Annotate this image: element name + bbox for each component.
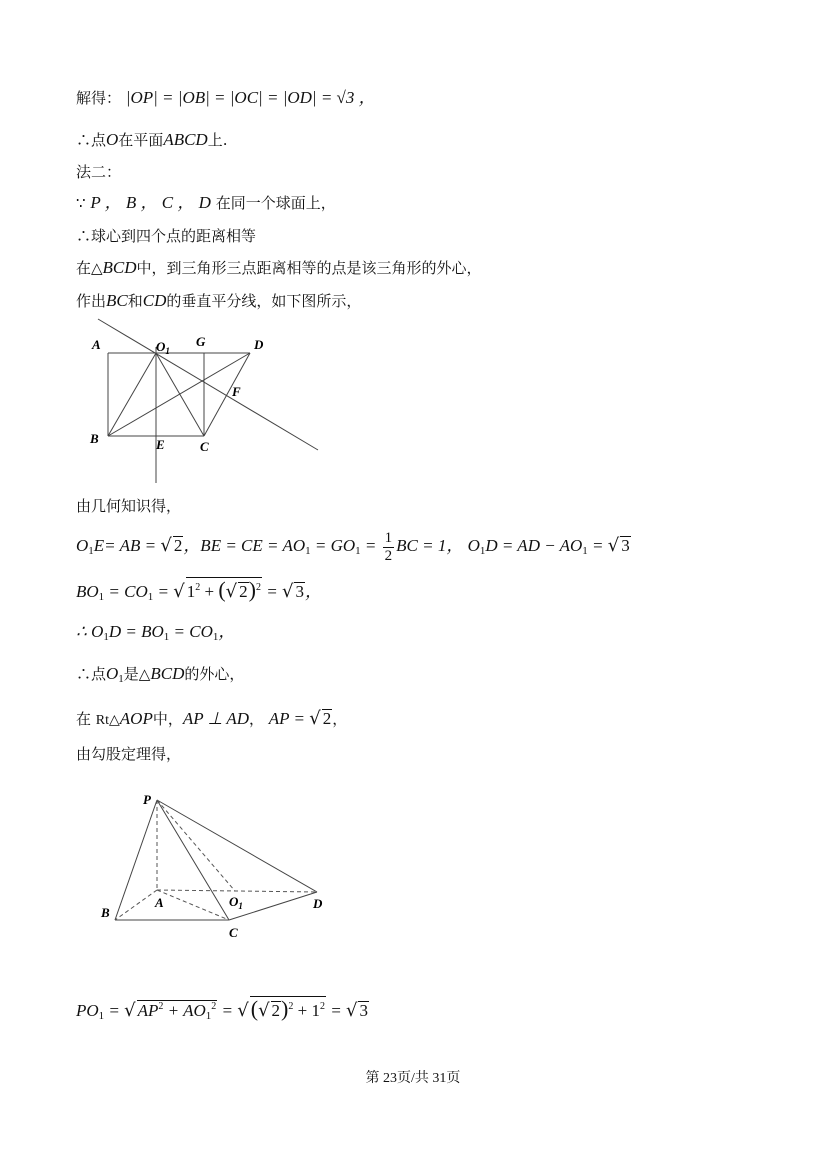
text: 是△ [123,665,151,683]
po1-line [76,996,369,1023]
label-A: A [92,337,101,352]
segment-BO1 [108,353,156,436]
text-prefix: 解得： [76,89,122,107]
text: 作出 [76,292,107,310]
math-BC: BC [106,291,128,310]
label-B: B [90,431,99,446]
label-G: G [196,334,206,349]
label-C: C [200,439,209,454]
bisector-CD [98,319,318,450]
circumcenter-line [76,258,482,278]
method-two-heading: 法二： [76,163,122,181]
edge-PB [115,800,157,920]
segment-CO1 [156,353,204,436]
edge-PD [157,800,317,892]
text: 在平面 [118,131,164,149]
math-O1: $O_1$ [106,664,124,685]
text: ， [248,710,264,728]
o1-circumcenter-line [76,664,244,686]
label-B: B [101,905,110,920]
edge-AC [157,890,229,920]
text: 的外心， [184,665,245,683]
math-AOP: AOP [119,709,153,728]
solve-result-line [76,88,376,108]
text: 中， [152,710,183,728]
math-AP: AP = √ 2 [268,708,332,729]
bo1-line [76,577,322,604]
text: 上. [207,131,228,149]
edge-AB [115,890,157,920]
text: 在同一个球面上， [215,194,336,212]
o1d-equal-line [76,622,235,644]
math-bo1: $BO_1 = CO_1$ = √ $1^2$ + (√ 2)$^2$ = √ 3， [76,577,322,603]
bisector-line [76,291,361,311]
text: 和 [127,292,143,310]
segment-PO1 [157,800,235,891]
text: ∴点 [76,131,107,149]
math-perp: AP ⊥ AD [182,709,249,728]
math-BCD: BCD [150,664,185,683]
lengths-line [76,530,631,564]
math-ABCD: ABCD [163,130,208,149]
math-o1d-equal: ∴ $O_1D = BO_1 = CO_1$， [76,622,236,643]
math-po1: $PO_1$ = √ $AP^2 + AO_1^2$ = √(√ $2)^2 + 1^2$ = √ 3 [76,996,368,1022]
math-lengths: $O_1E=$ AB = √ 2，BE = CE = $AO_1 = GO_1$ = $\frac{1}{2}$ BC = 1， $O_1D$ = AD − $AO_1$ = √ 3 [76,530,630,564]
edge-PC [157,800,229,920]
math-Rt: Rt△ [95,713,120,728]
label-O1: $O_1$ [229,894,243,911]
segment-BD [108,353,250,436]
label-P: P [143,792,151,807]
conclusion-line-1 [76,130,227,150]
label-A: A [155,895,164,910]
label-F: F [232,384,241,399]
text: 中，到三角形三点距离相等的点是该三角形的外心， [136,259,482,277]
given-points-line [76,193,336,213]
right-triangle-line [76,708,347,730]
figure-pyramid [95,790,335,950]
text: ∵ [76,194,86,212]
text: ∴点 [76,665,107,683]
math-CD: CD [142,291,167,310]
label-O1: $O_1$ [156,339,170,356]
equal-distance-line: ∴球心到四个点的距离相等 [76,227,257,245]
text: 在△ [76,259,103,277]
label-D: D [254,337,264,352]
math-BCD: BCD [102,258,137,277]
text: ， [332,710,348,728]
distance-equation: |OP| = |OB| = |OC| = |OD| = √3 ， [125,88,376,107]
page-footer: 第 23页/共 31页 [365,1071,461,1086]
pythagoras-line: 由勾股定理得， [76,745,182,763]
segment-CD [204,353,250,436]
figure-square-bisectors [80,315,330,490]
math-O: O [106,130,119,149]
math-points: P ， B ， C ， D [90,193,211,212]
edge-AD [157,890,317,892]
label-D: D [313,896,323,911]
label-C: C [229,925,238,940]
label-E: E [156,437,165,452]
text: 在 [76,710,92,728]
geometry-knowledge-line: 由几何知识得， [76,497,182,515]
text: 的垂直平分线，如下图所示， [166,292,362,310]
